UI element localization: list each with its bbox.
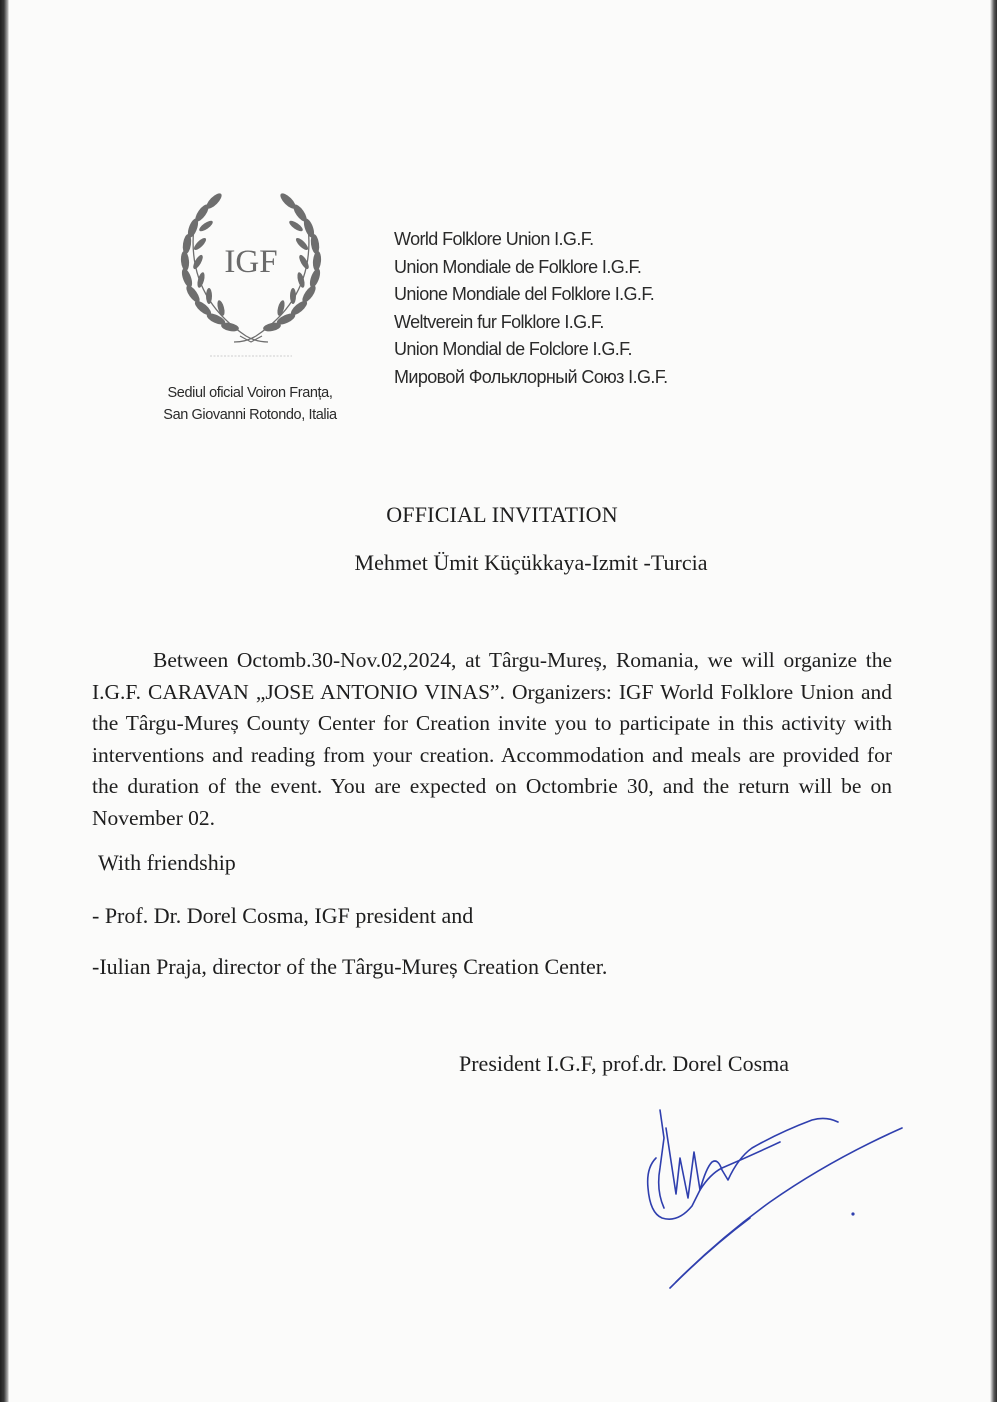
scan-edge-right xyxy=(990,0,997,1402)
scan-edge-left xyxy=(0,0,9,1402)
org-name-french: Union Mondiale de Folklore I.G.F. xyxy=(394,256,642,277)
org-name-german: Weltverein fur Folklore I.G.F. xyxy=(394,311,604,332)
headquarters-line-2: San Giovanni Rotondo, Italia xyxy=(163,407,337,423)
letter-body: Between Octomb.30-Nov.02,2024, at Târgu-Mureș, Romania, we will organize the I.G.F. CARAVAN „JOSE ANTONIO VINAS”. Organizers: IGF World Folklore Union and the Târgu-Mureș County Center for Creation invite you to participate in this activity with interventions and reading from your creation. Accommodation and meals are provided for the duration of the event. You are expected on Octombrie 30, and the return will be on November 02. xyxy=(92,648,892,830)
signatory-line-2: -Iulian Praja, director of the Târgu-Mureș Creation Center. xyxy=(92,954,608,979)
president-line: President I.G.F, prof.dr. Dorel Cosma xyxy=(459,1051,790,1076)
org-name-italian: Unione Mondiale del Folklore I.G.F. xyxy=(394,284,655,305)
handwritten-signature xyxy=(640,1098,910,1298)
headquarters-line-1: Sediul oficial Voiron Franța, xyxy=(167,385,333,401)
letter-title: OFFICIAL INVITATION xyxy=(386,502,618,527)
organization-names xyxy=(394,226,668,392)
logo-text: IGF xyxy=(224,244,278,280)
letter-recipient: Mehmet Ümit Küçükkaya-Izmit -Turcia xyxy=(354,550,708,575)
org-name-english: World Folklore Union I.G.F. xyxy=(394,229,594,249)
letter-closing: With friendship xyxy=(98,850,236,875)
igf-logo xyxy=(176,186,326,366)
org-name-spanish: Union Mondial de Folclore I.G.F. xyxy=(394,339,632,360)
headquarters-address xyxy=(140,382,360,426)
org-name-russian: Мировой Фольклорный Союз I.G.F. xyxy=(394,366,668,387)
signatory-line-1: - Prof. Dr. Dorel Cosma, IGF president and xyxy=(92,903,474,928)
